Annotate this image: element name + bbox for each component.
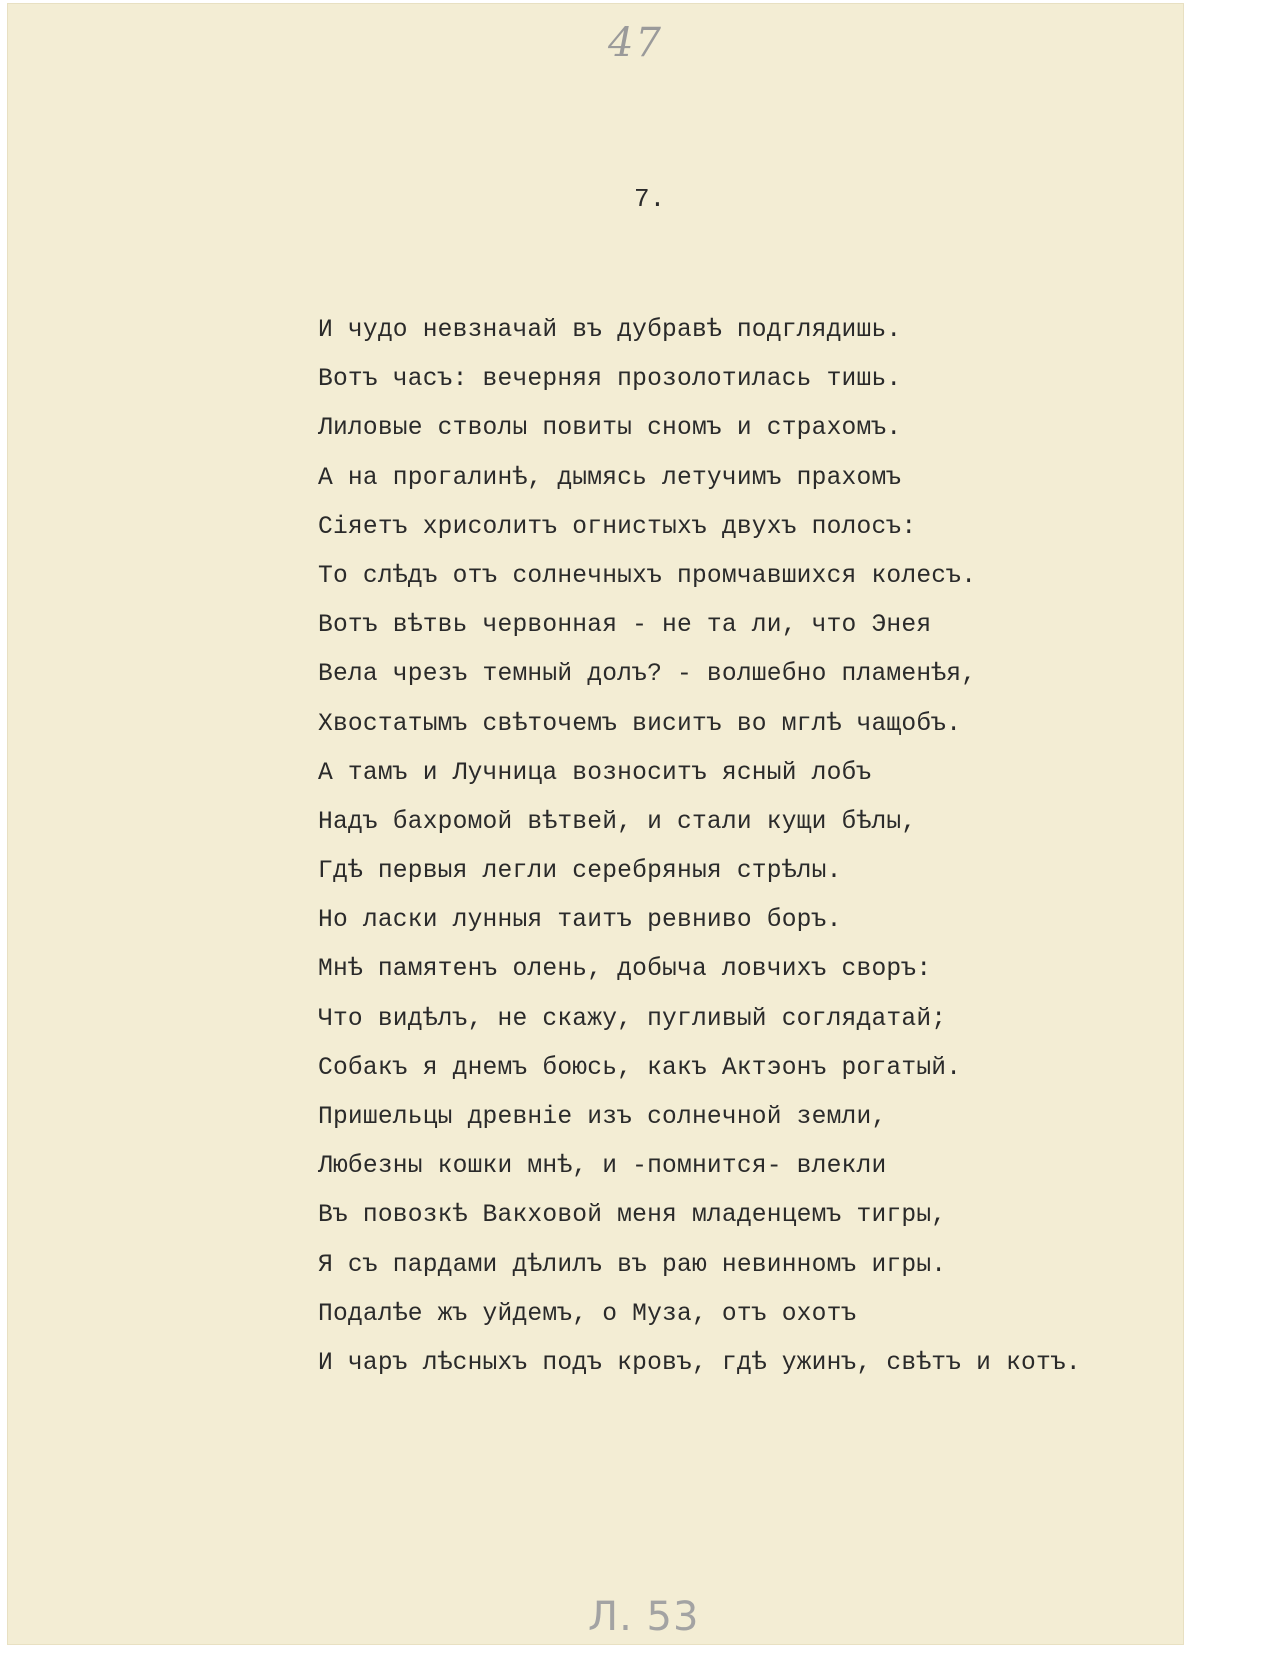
poem-line: А тамъ и Лучница возноситъ ясный лобъ — [318, 759, 872, 787]
poem-line: И чаръ лѣсныхъ подъ кровъ, гдѣ ужинъ, свѣтъ и котъ. — [318, 1349, 1081, 1377]
poem-line: Но ласки лунныя таитъ ревниво боръ. — [318, 907, 842, 935]
poem-line: Я съ пардами дѣлилъ въ раю невинномъ игры. — [318, 1251, 947, 1279]
page-number: 47 — [608, 20, 663, 66]
poem-line: Сіяетъ хрисолитъ огнистыхъ двухъ полосъ: — [318, 513, 917, 541]
poem-line: И чудо невзначай въ дубравѣ подглядишь. — [318, 317, 902, 344]
poem-line: Лиловые стволы повиты сномъ и страхомъ. — [318, 415, 902, 443]
poem-line: Въ повозкѣ Вакховой меня младенцемъ тигры, — [318, 1202, 947, 1230]
poem-line: А на прогалинѣ, дымясь летучимъ прахомъ — [318, 464, 902, 492]
poem-number: 7. — [634, 184, 666, 214]
poem-line: Подалѣе жъ уйдемъ, о Муза, отъ охотъ — [318, 1300, 857, 1328]
poem-line: Гдѣ первыя легли серебряныя стрѣлы. — [318, 858, 842, 886]
poem-line: Вотъ вѣтвь червонная - не та ли, что Энея — [318, 612, 932, 640]
poem-text — [318, 306, 1081, 1388]
poem-line: Пришельцы древніе изъ солнечной земли, — [318, 1104, 887, 1131]
folio-mark: Л. 53 — [588, 1594, 700, 1640]
poem-line: Любезны кошки мнѣ, и -помнится- влекли — [318, 1153, 887, 1181]
poem-line: Собакъ я днемъ боюсь, какъ Актэонъ рогатый. — [318, 1054, 962, 1082]
document-sheet — [8, 4, 1183, 1644]
poem-line: Что видѣлъ, не скажу, пугливый соглядатай; — [318, 1005, 947, 1033]
poem-line: То слѣдъ отъ солнечныхъ промчавшихся колесъ. — [318, 562, 977, 590]
poem-line: Мнѣ памятенъ олень, добыча ловчихъ своръ: — [318, 956, 932, 984]
poem-line: Надъ бахромой вѣтвей, и стали кущи бѣлы, — [318, 808, 917, 836]
poem-line: Вела чрезъ темный долъ? - волшебно пламенѣя, — [318, 661, 977, 689]
poem-line: Вотъ часъ: вечерняя прозолотилась тишь. — [318, 366, 902, 394]
poem-line: Хвостатымъ свѣточемъ виситъ во мглѣ чащобъ. — [318, 710, 962, 738]
